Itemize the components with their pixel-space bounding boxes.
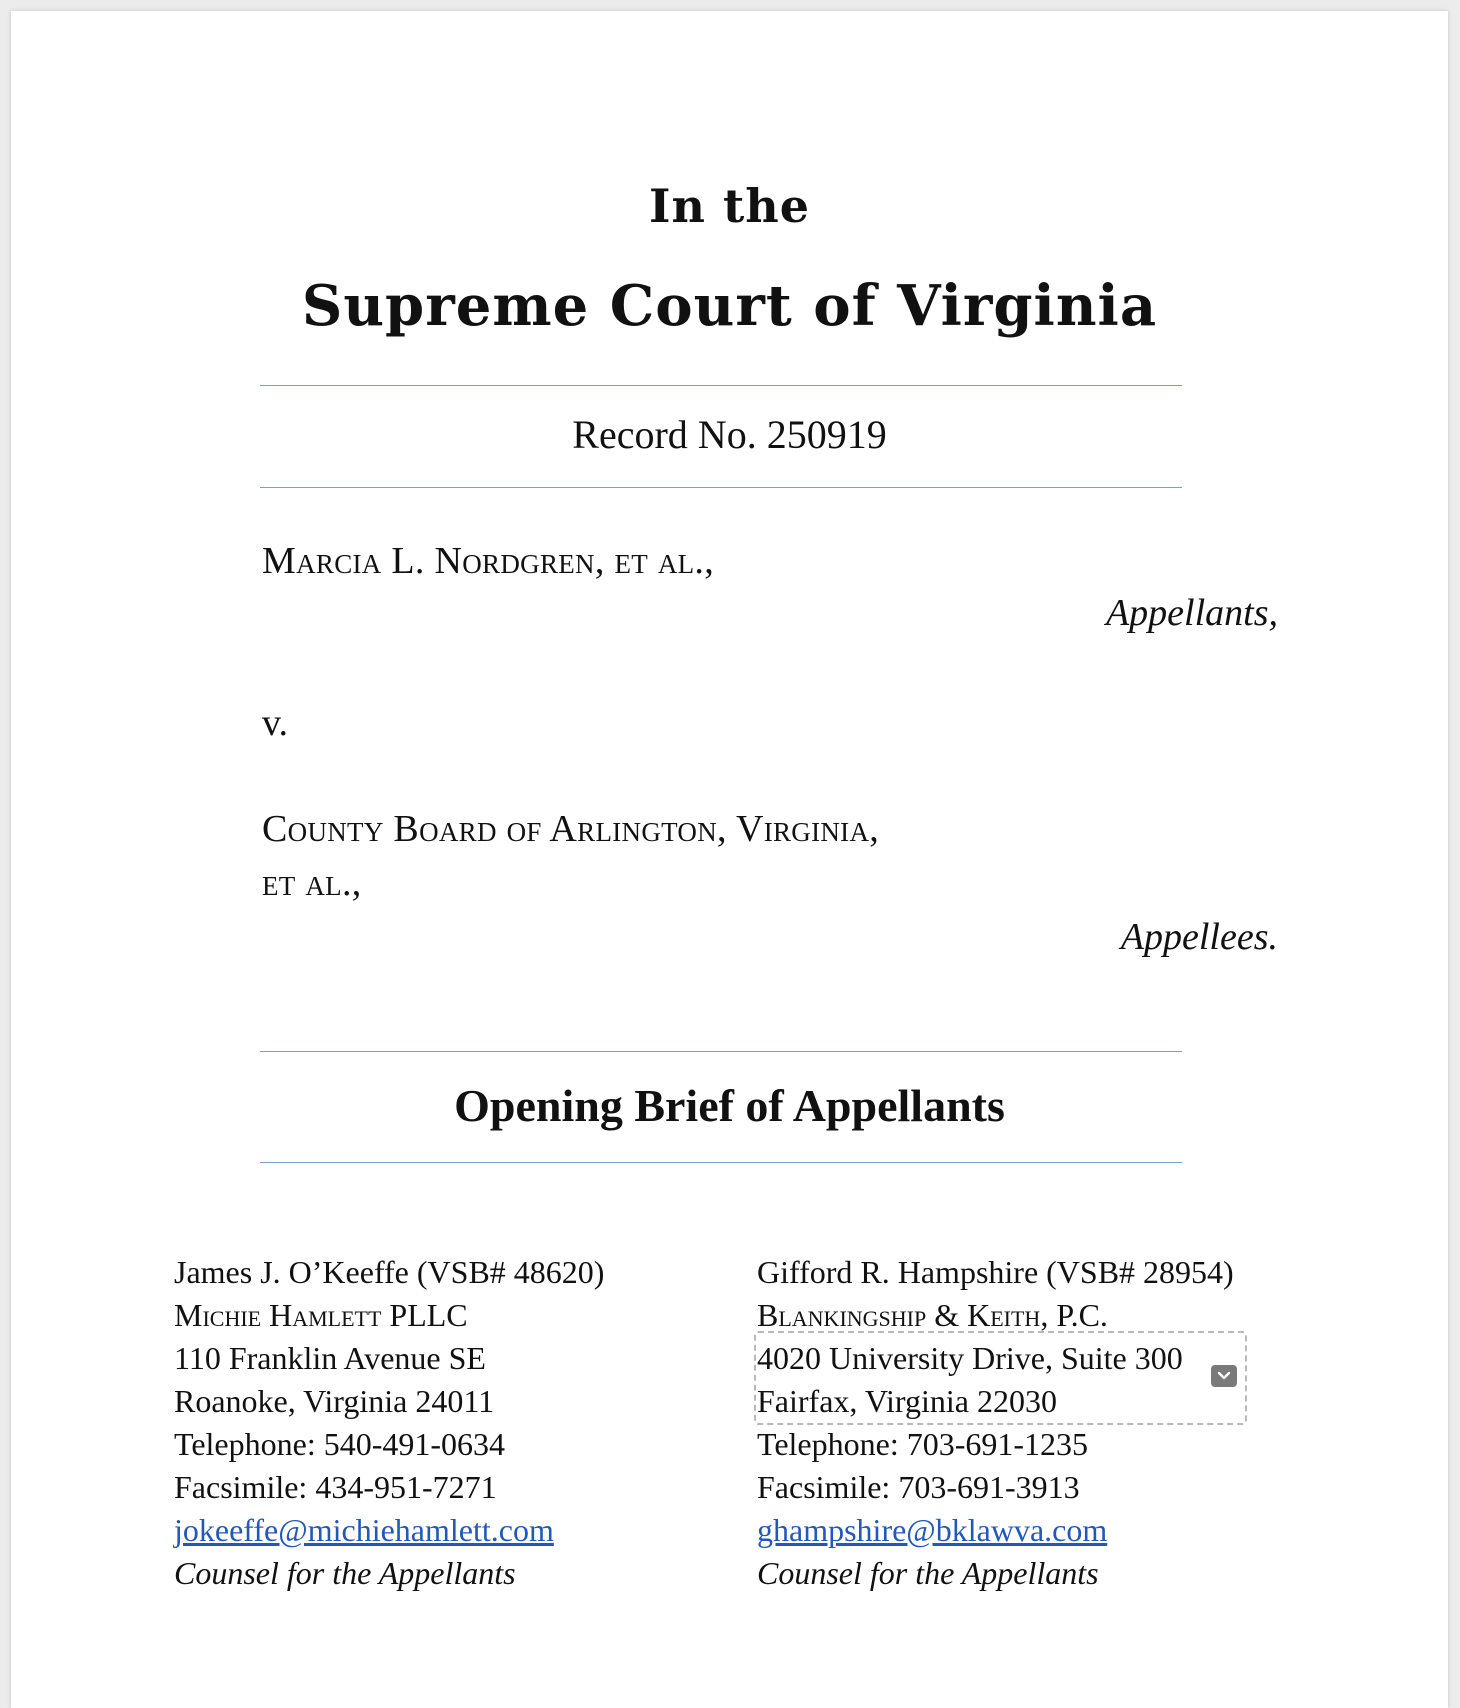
counsel-address-line2: Roanoke, Virginia 24011 xyxy=(174,1383,495,1419)
counsel-name: James J. O’Keeffe (VSB# 48620) xyxy=(174,1254,605,1290)
court-heading-line2: Supreme Court of Virginia xyxy=(301,273,1158,339)
appellants-role: Appellants, xyxy=(1105,592,1278,634)
brief-title: Opening Brief of Appellants xyxy=(454,1080,1005,1131)
document-page xyxy=(11,11,1448,1708)
divider-rule-top xyxy=(260,385,1182,386)
divider-rule-title-top xyxy=(260,1051,1182,1052)
court-heading-line1: In the xyxy=(649,179,810,233)
appellees-name-line1: County Board of Arlington, Virginia, xyxy=(262,808,880,850)
counsel-email-link[interactable]: ghampshire@bklawva.com xyxy=(757,1512,1108,1548)
counsel-telephone: Telephone: 540-491-0634 xyxy=(174,1426,506,1462)
divider-rule-record xyxy=(260,487,1182,488)
counsel-firm: Michie Hamlett PLLC xyxy=(174,1297,468,1333)
appellees-role: Appellees. xyxy=(1120,916,1278,958)
counsel-address-line1: 110 Franklin Avenue SE xyxy=(174,1340,486,1376)
counsel-role: Counsel for the Appellants xyxy=(174,1555,516,1591)
counsel-telephone: Telephone: 703-691-1235 xyxy=(757,1426,1089,1462)
counsel-address-line1[interactable]: 4020 University Drive, Suite 300 xyxy=(757,1340,1183,1376)
counsel-address-line2[interactable]: Fairfax, Virginia 22030 xyxy=(757,1383,1057,1419)
counsel-name: Gifford R. Hampshire (VSB# 28954) xyxy=(757,1254,1234,1290)
counsel-role: Counsel for the Appellants xyxy=(757,1555,1099,1591)
divider-rule-title-bottom xyxy=(260,1162,1182,1163)
counsel-facsimile: Facsimile: 703-691-3913 xyxy=(757,1469,1080,1505)
counsel-block-left xyxy=(174,1251,604,1595)
appellants-name: Marcia L. Nordgren, et al., xyxy=(262,540,715,582)
record-number: Record No. 250919 xyxy=(572,412,887,457)
counsel-facsimile: Facsimile: 434-951-7271 xyxy=(174,1469,497,1505)
appellees-name-line2: et al., xyxy=(262,862,362,904)
counsel-firm: Blankingship & Keith, P.C. xyxy=(757,1297,1108,1333)
versus-label: v. xyxy=(262,702,289,744)
counsel-email-link[interactable]: jokeeffe@michiehamlett.com xyxy=(174,1512,554,1548)
counsel-block-right xyxy=(757,1251,1234,1595)
